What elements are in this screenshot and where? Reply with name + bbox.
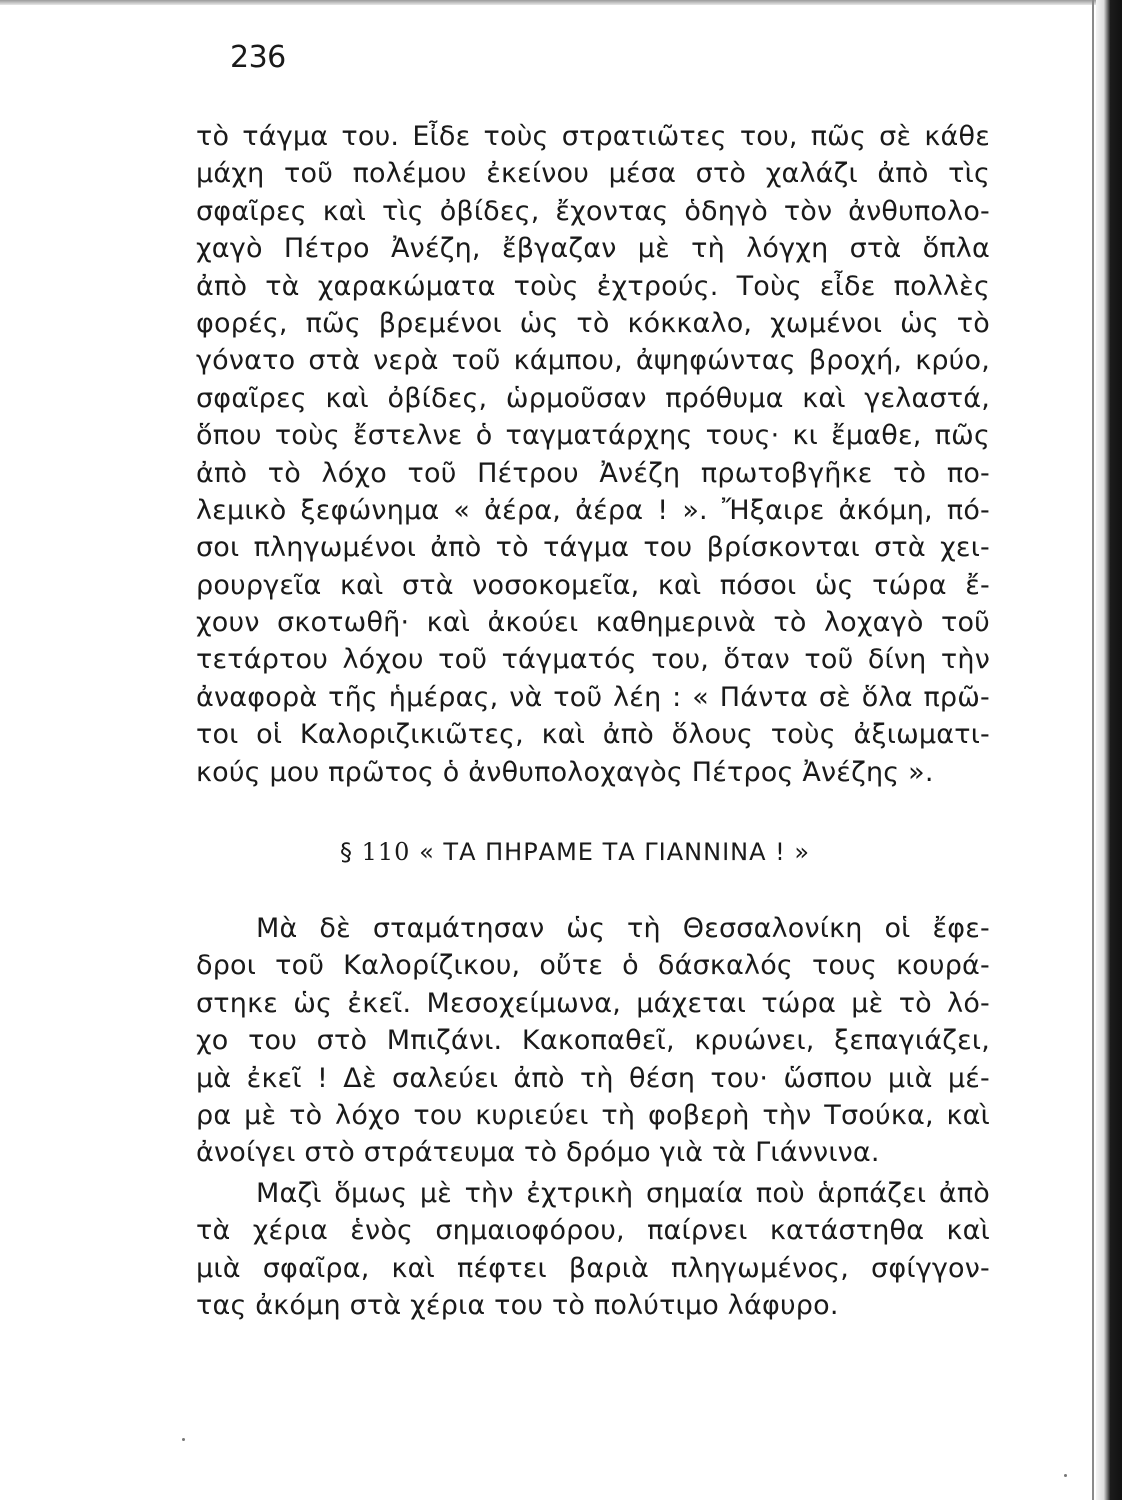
text-line: ἀπὸ τὸ λόχο τοῦ Πέτρου Ἀνέζη πρωτοβγῆκε τὸ πο- — [196, 457, 990, 489]
text-line: φορές, πῶς βρεμένοι ὡς τὸ κόκκαλο, χωμένοι ὡς τὸ — [196, 307, 990, 339]
text-line: ἀπὸ τὰ χαρακώματα τοὺς ἐχτρούς. Τοὺς εἶδε πολλὲς — [196, 270, 990, 302]
text-line: χο του στὸ Μπιζάνι. Κακοπαθεῖ, κρυώνει, ξεπαγιάζει, — [196, 1025, 990, 1057]
scan-gutter-line — [1092, 0, 1094, 1500]
text-line: ρουργεῖα καὶ στὰ νοσοκομεῖα, καὶ πόσοι ὡς τώρα ἔ- — [196, 569, 990, 601]
scan-top-edge — [0, 0, 1096, 5]
text-line: τετάρτου λόχου τοῦ τάγματός του, ὅταν τοῦ δίνη τὴν — [196, 644, 990, 676]
scan-speck — [1064, 1474, 1067, 1477]
text-line: ἀναφορὰ τῆς ἡμέρας, νὰ τοῦ λέη : « Πάντα σὲ ὅλα πρῶ- — [196, 681, 990, 713]
text-line: τοι οἱ Καλοριζικιῶτες, καὶ ἀπὸ ὅλους τοὺς ἀξιωματι- — [196, 719, 990, 751]
text-line: ὅπου τοὺς ἔστελνε ὁ ταγματάρχης τους· κι ἔμαθε, πῶς — [196, 420, 990, 452]
section-number: 110 — [361, 838, 411, 866]
section-title: « ΤΑ ΠΗΡΑΜΕ ΤΑ ΓΙΑΝΝΙΝΑ ! » — [419, 838, 811, 866]
text-line: μὰ ἐκεῖ ! Δὲ σαλεύει ἀπὸ τὴ θέση του· ὥσπου μιὰ μέ- — [196, 1062, 990, 1094]
paragraph-1 — [196, 118, 990, 791]
text-line: σφαῖρες καὶ τὶς ὀβίδες, ἔχοντας ὁδηγὸ τὸν ἀνθυπολο- — [196, 195, 990, 227]
paragraph-2 — [196, 910, 990, 1172]
section-sign: § — [340, 838, 353, 866]
text-line: γόνατο στὰ νερὰ τοῦ κάμπου, ἀψηφώντας βροχή, κρύο, — [196, 345, 990, 377]
text-line: Μαζὶ ὅμως μὲ τὴν ἐχτρικὴ σημαία ποὺ ἁρπάζει ἀπὸ — [256, 1178, 990, 1209]
scan-right-edge — [1096, 0, 1122, 1500]
text-line: τὰ χέρια ἑνὸς σημαιοφόρου, παίρνει κατάστηθα καὶ — [196, 1215, 990, 1247]
text-line: σοι πληγωμένοι ἀπὸ τὸ τάγμα του βρίσκονται στὰ χει- — [196, 532, 990, 564]
paragraph-3 — [196, 1175, 990, 1325]
text-line: Μὰ δὲ σταμάτησαν ὡς τὴ Θεσσαλονίκη οἱ ἔφε- — [256, 913, 990, 944]
text-line: ἀνοίγει στὸ στράτευμα τὸ δρόμο γιὰ τὰ Γιάννινα. — [196, 1137, 880, 1169]
text-line: στηκε ὡς ἐκεῖ. Μεσοχείμωνα, μάχεται τώρα μὲ τὸ λό- — [196, 987, 990, 1019]
text-line: μάχη τοῦ πολέμου ἐκείνου μέσα στὸ χαλάζι ἀπὸ τὶς — [196, 158, 990, 190]
text-line: δροι τοῦ Καλορίζικου, οὔτε ὁ δάσκαλός τους κουρά- — [196, 950, 990, 982]
text-line: σφαῖρες καὶ ὀβίδες, ὡρμοῦσαν πρόθυμα καὶ γελαστά, — [196, 382, 990, 414]
text-line: τὸ τάγμα του. Εἶδε τοὺς στρατιῶτες του, πῶς σὲ κάθε — [196, 121, 990, 152]
text-line: τας ἀκόμη στὰ χέρια του τὸ πολύτιμο λάφυρο. — [196, 1290, 839, 1322]
text-line: μιὰ σφαῖρα, καὶ πέφτει βαριὰ πληγωμένος, σφίγγον- — [196, 1252, 990, 1284]
text-line: χουν σκοτωθῆ· καὶ ἀκούει καθημερινὰ τὸ λοχαγὸ τοῦ — [196, 607, 990, 639]
text-line: κούς μου πρῶτος ὁ ἀνθυπολοχαγὸς Πέτρος Ἀνέζης ». — [196, 756, 934, 788]
scan-speck — [182, 1438, 185, 1441]
page-number: 236 — [230, 40, 286, 75]
text-line: λεμικὸ ξεφώνημα « ἀέρα, ἀέρα ! ». Ἤξαιρε ἀκόμη, πό- — [196, 494, 990, 526]
text-line: ρα μὲ τὸ λόχο του κυριεύει τὴ φοβερὴ τὴν Τσούκα, καὶ — [196, 1099, 990, 1131]
text-line: χαγὸ Πέτρο Ἀνέζη, ἔβγαζαν μὲ τὴ λόγχη στὰ ὅπλα — [196, 233, 990, 265]
section-heading — [340, 838, 810, 866]
